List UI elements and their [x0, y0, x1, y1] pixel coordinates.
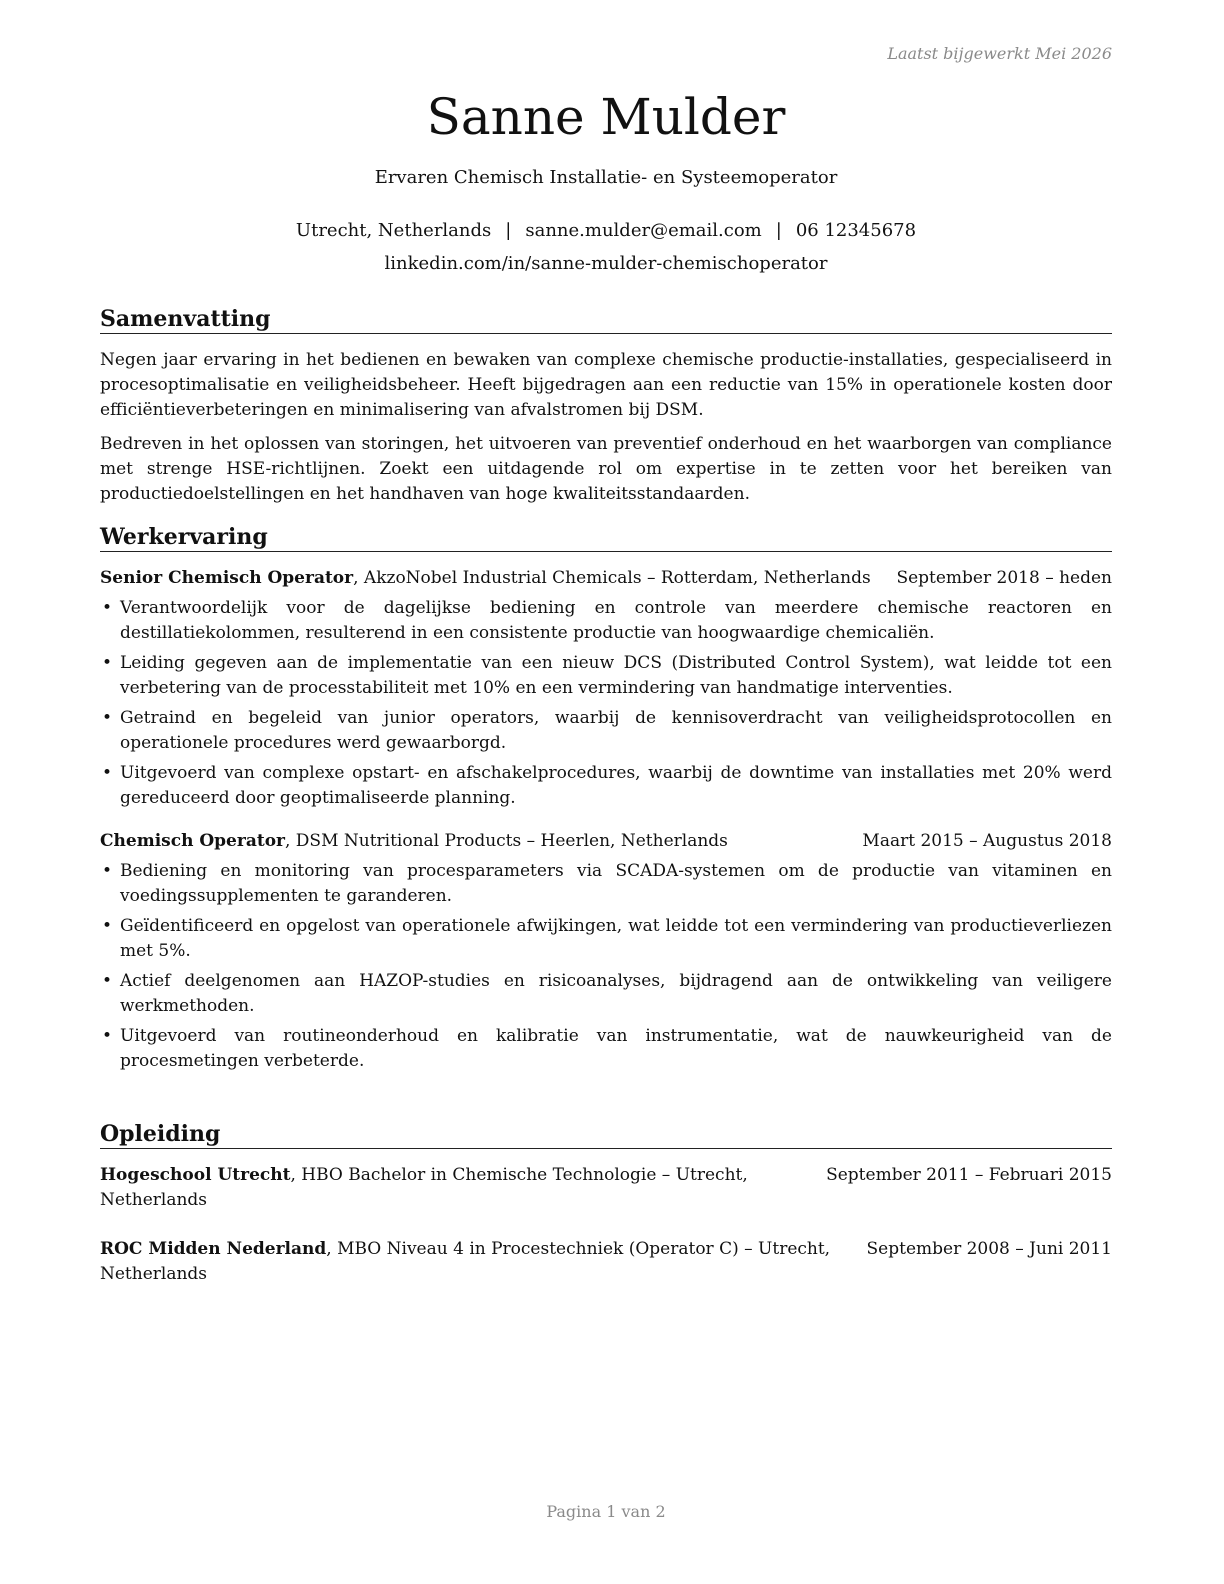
- list-item: • Actief deelgenomen aan HAZOP-studies en risicoanalyses, bijdragend aan de ontwikkeling van veiligere werkmethoden.: [100, 969, 1112, 1019]
- education-title: [100, 1163, 826, 1213]
- job-dates: Maart 2015 – Augustus 2018: [862, 831, 1112, 851]
- job-dates: September 2018 – heden: [896, 568, 1112, 588]
- list-item: • Geïdentificeerd en opgelost van operationele afwijkingen, wat leidde tot een vermindering van productieverliezen met 5%.: [100, 914, 1112, 964]
- experience-section: [100, 524, 1112, 1079]
- job-bullets: [100, 859, 1112, 1074]
- candidate-name: Sanne Mulder: [426, 88, 786, 146]
- separator: |: [775, 220, 782, 241]
- job-org: , DSM Nutritional Products – Heerlen, Netherlands: [284, 831, 728, 851]
- job-org: , AkzoNobel Industrial Chemicals – Rotterdam, Netherlands: [353, 568, 871, 588]
- linkedin-link[interactable]: linkedin.com/in/sanne-mulder-chemischoperator: [384, 253, 828, 274]
- list-item: • Uitgevoerd van complexe opstart- en afschakelprocedures, waarbij de downtime van installaties met 20% werd gereduceerd door geoptimaliseerde planning.: [100, 761, 1112, 811]
- list-item: • Leiding gegeven aan de implementatie van een nieuw DCS (Distributed Control System), wat leidde tot een verbetering van de processtabiliteit met 10% en een vermindering van handmatige interventies.: [100, 651, 1112, 701]
- last-updated: Laatst bijgewerkt Mei 2026: [887, 44, 1112, 63]
- linkedin-line: [100, 253, 1112, 274]
- list-item: • Uitgevoerd van routineonderhoud en kalibratie van instrumentatie, wat de nauwkeurigheid van de procesmetingen verbeterde.: [100, 1024, 1112, 1074]
- job-bullets: [100, 596, 1112, 811]
- contact-line: [100, 220, 1112, 241]
- section-title-experience: Werkervaring: [100, 524, 1112, 552]
- email[interactable]: sanne.mulder@email.com: [525, 220, 762, 241]
- school-name: Hogeschool Utrecht: [100, 1165, 291, 1185]
- summary-section: [100, 306, 1112, 507]
- job-entry: [100, 566, 1112, 811]
- school-name: ROC Midden Nederland: [100, 1239, 327, 1259]
- location: Utrecht, Netherlands: [295, 220, 492, 241]
- phone[interactable]: 06 12345678: [795, 220, 917, 241]
- page-number: Pagina 1 van 2: [546, 1502, 666, 1521]
- separator: |: [505, 220, 512, 241]
- education-dates: September 2008 – Juni 2011: [866, 1239, 1112, 1259]
- headline: Ervaren Chemisch Installatie- en Systeemoperator: [374, 167, 838, 188]
- section-title-education: Opleiding: [100, 1121, 1112, 1149]
- degree-detail: , HBO Bachelor in Chemische Technologie – Utrecht, Netherlands: [100, 1165, 748, 1210]
- list-item: • Bediening en monitoring van procesparameters via SCADA-systemen om de productie van vitaminen en voedingssupplementen te garanderen.: [100, 859, 1112, 909]
- list-item: • Verantwoordelijk voor de dagelijkse bediening en controle van meerdere chemische reactoren en destillatiekolommen, resulterend in een consistente productie van hoogwaardige chemicaliën.: [100, 596, 1112, 646]
- education-title: [100, 1237, 867, 1287]
- job-title: [100, 566, 896, 591]
- job-role: Senior Chemisch Operator: [100, 568, 354, 588]
- education-entry: [100, 1163, 1112, 1213]
- education-entry: [100, 1237, 1112, 1287]
- job-header: [100, 566, 1112, 591]
- list-item: • Getraind en begeleid van junior operators, waarbij de kennisoverdracht van veiligheidsprotocollen en operationele procedures werd gewaarborgd.: [100, 706, 1112, 756]
- summary-paragraph: Negen jaar ervaring in het bedienen en bewaken van complexe chemische productie-installaties, gespecialiseerd in procesoptimalisatie en veiligheidsbeheer. Heeft bijgedragen aan een reductie van 15% in operationele kosten door efficiëntieverbeteringen en minimalisering van afvalstromen bij DSM.: [100, 350, 1112, 420]
- job-header: [100, 829, 1112, 854]
- summary-paragraph: Bedreven in het oplossen van storingen, het uitvoeren van preventief onderhoud en het waarborgen van compliance met strenge HSE-richtlijnen. Zoekt een uitdagende rol om expertise in te zetten voor het bereiken van productiedoelstellingen en het handhaven van hoge kwaliteitsstandaarden.: [100, 434, 1112, 504]
- job-entry: [100, 829, 1112, 1074]
- education-section: [100, 1121, 1112, 1287]
- job-title: [100, 829, 862, 854]
- section-title-summary: Samenvatting: [100, 306, 1112, 334]
- job-role: Chemisch Operator: [100, 831, 285, 851]
- education-dates: September 2011 – Februari 2015: [826, 1165, 1112, 1185]
- degree-detail: , MBO Niveau 4 in Procestechniek (Operator C) – Utrecht, Netherlands: [100, 1239, 831, 1284]
